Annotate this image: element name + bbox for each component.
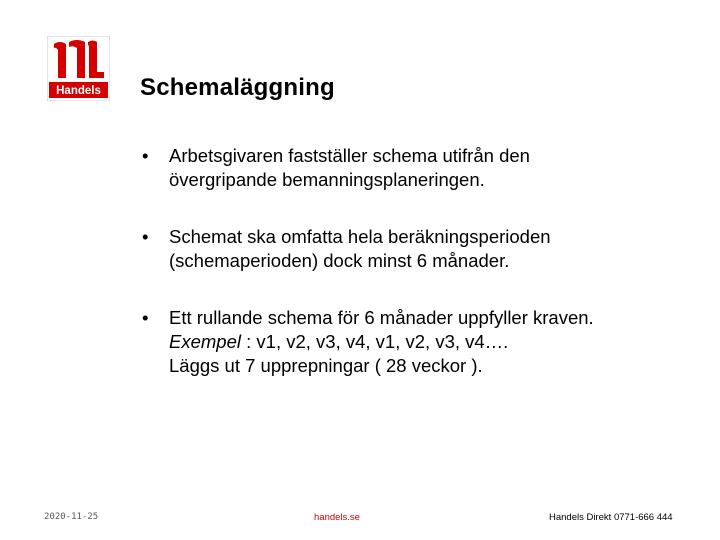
bullet-text: Läggs ut 7 upprepningar ( 28 veckor ). (169, 355, 483, 376)
bullet-text: (schemaperioden) dock minst 6 månader. (169, 250, 510, 271)
slide-title: Schemaläggning (140, 74, 335, 101)
bullet-text: övergripande bemanningsplaneringen. (169, 169, 485, 190)
logo-wordmark: Handels (56, 85, 101, 97)
bullet-symbol: • (142, 226, 149, 247)
footer-date: 2020-11-25 (44, 512, 99, 522)
bullet-item (140, 225, 700, 273)
footer-contact: Handels Direkt 0771-666 444 (549, 512, 673, 523)
example-label: Exempel (169, 331, 241, 352)
footer-website-link[interactable]: handels.se (314, 512, 360, 523)
bullet-symbol: • (142, 307, 149, 328)
bullet-text: Ett rullande schema för 6 månader uppfyller kraven. (169, 307, 594, 328)
example-line (169, 330, 700, 354)
handels-logo (47, 36, 110, 101)
bullet-symbol: • (142, 145, 149, 166)
bullet-text: Arbetsgivaren fastställer schema utifrån den (169, 145, 530, 166)
bullet-list (140, 144, 700, 378)
bullet-item (140, 306, 700, 378)
bullet-text: Schemat ska omfatta hela beräkningsperioden (169, 226, 551, 247)
bullet-item (140, 144, 700, 192)
example-text: : v1, v2, v3, v4, v1, v2, v3, v4…. (240, 331, 509, 352)
